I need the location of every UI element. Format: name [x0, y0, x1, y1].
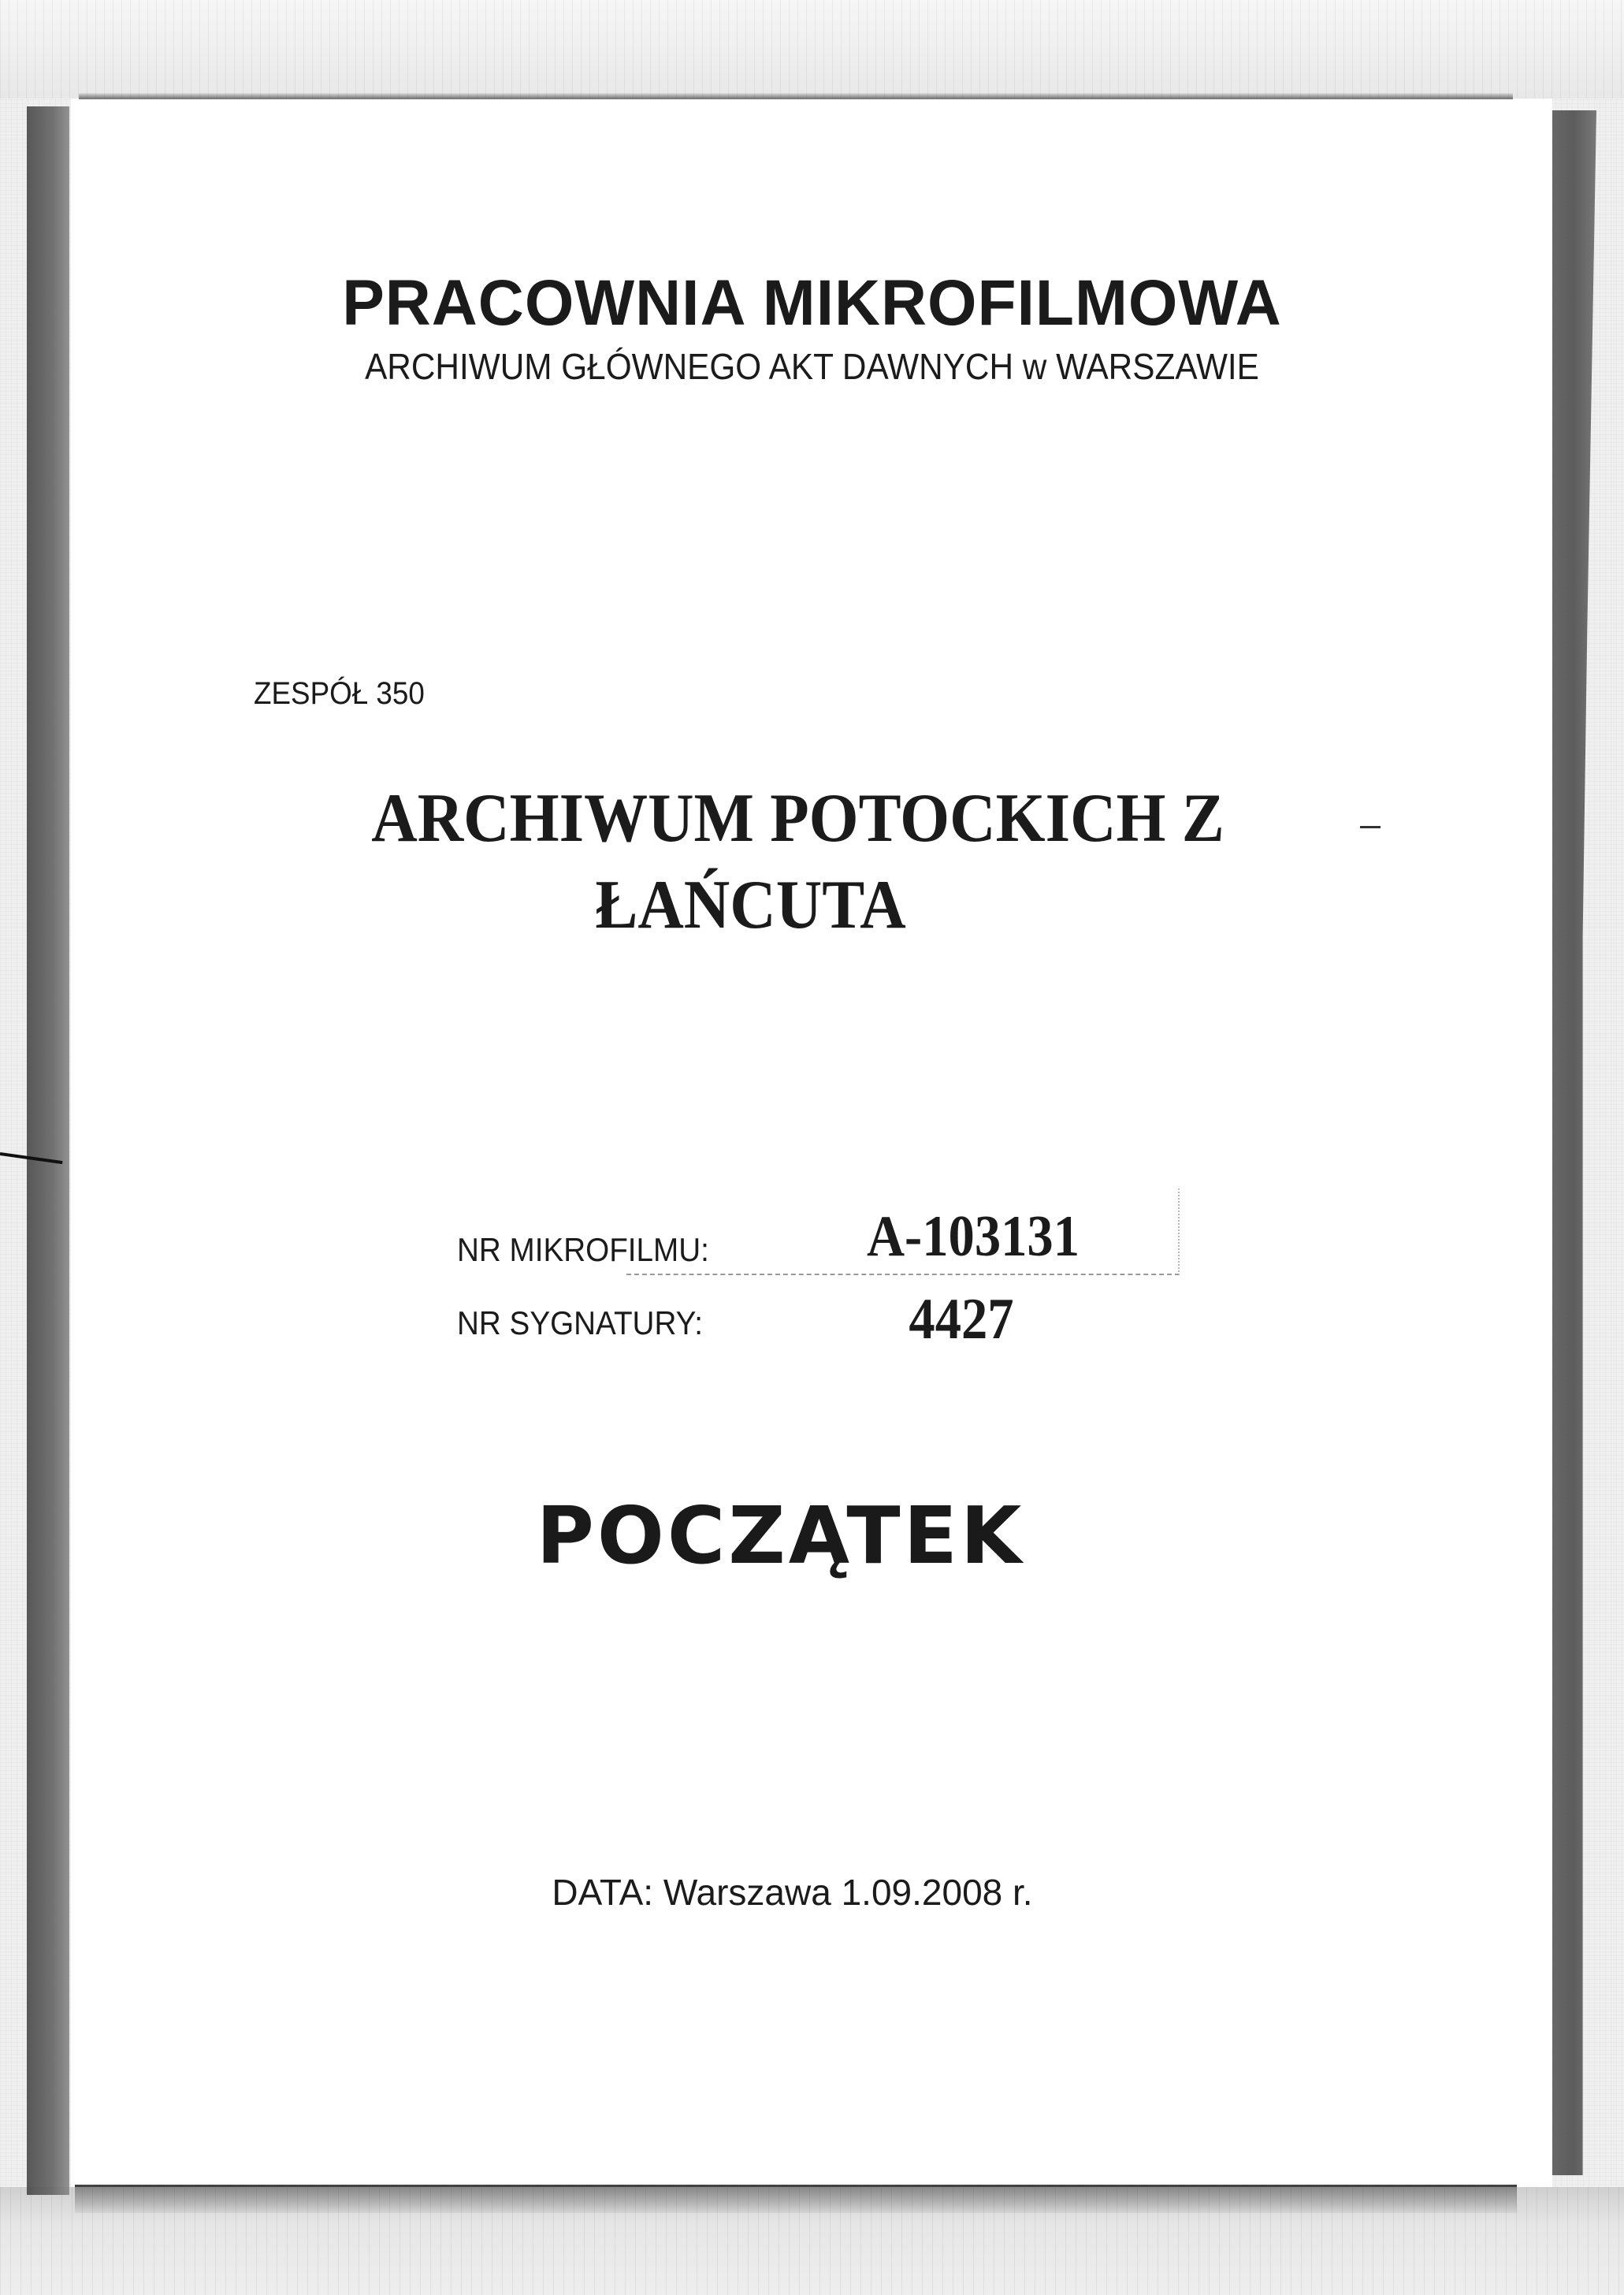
header-title: PRACOWNIA MIKROFILMOWA [342, 267, 1282, 339]
fonds-title-line-2: ŁAŃCUTA [595, 867, 906, 943]
fonds-number-label: ZESPÓŁ 350 [254, 676, 425, 711]
header-subtitle: ARCHIWUM GŁÓWNEGO AKT DAWNYCH w WARSZAWIE [365, 346, 1259, 387]
sheet-top-edge [79, 93, 1513, 99]
scan-top-margin [0, 0, 1624, 99]
date-line: DATA: Warszawa 1.09.2008 r. [552, 1872, 1033, 1913]
sheet-bottom-edge [75, 2185, 1517, 2213]
microfilm-number-label: NR MIKROFILMU: [457, 1231, 709, 1268]
status-stamp: POCZĄTEK [536, 1490, 1025, 1582]
microfilm-number-value: A-103131 [866, 1204, 1080, 1269]
signature-number-value: 4427 [909, 1287, 1014, 1352]
signature-number-label: NR SYGNATURY: [457, 1304, 704, 1341]
fonds-title-line-1: ARCHIWUM POTOCKICH Z [371, 780, 1225, 857]
